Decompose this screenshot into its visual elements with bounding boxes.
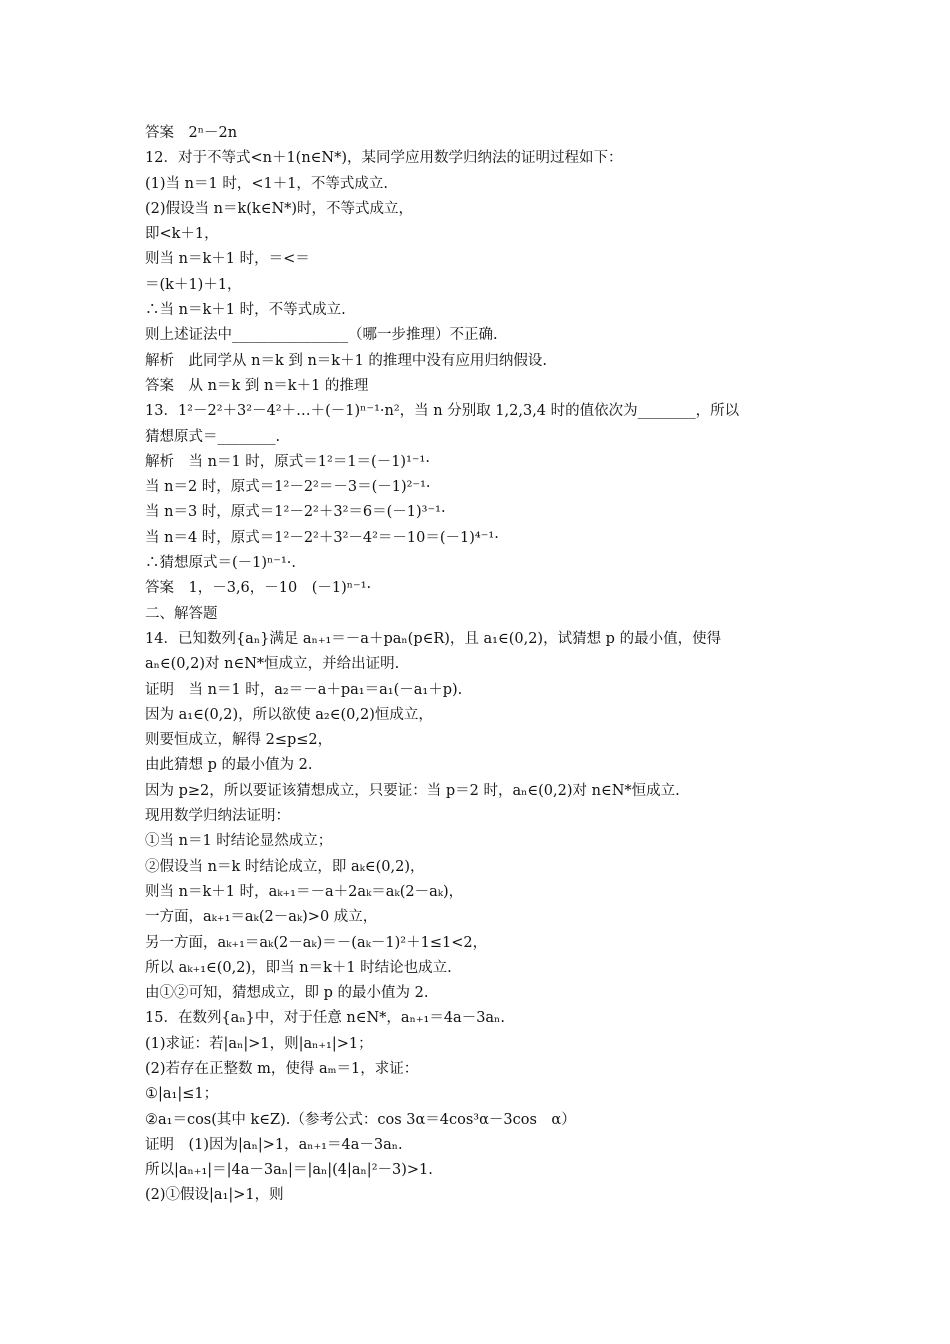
- text-line: ①|a₁|≤1；: [145, 1086, 219, 1103]
- text-line: 另一方面，aₖ₊₁＝aₖ(2－aₖ)＝－(aₖ－1)²＋1≤1<2，: [145, 934, 488, 951]
- text-line: 14．已知数列{aₙ}满足 aₙ₊₁＝－a＋paₙ(p∈R)，且 a₁∈(0,2)，试猜想 p 的最小值，使得: [145, 630, 722, 647]
- text-line: 答案 从 n＝k 到 n＝k＋1 的推理: [145, 377, 369, 394]
- text-line: ②a₁＝cos(其中 k∈Z).（参考公式：cos 3α＝4cos³α－3cos α）: [145, 1111, 576, 1128]
- text-line: 由此猜想 p 的最小值为 2.: [145, 757, 313, 774]
- text-line: ①当 n＝1 时结论显然成立；: [145, 833, 333, 850]
- text-line: aₙ∈(0,2)对 n∈N*恒成立，并给出证明.: [145, 656, 400, 673]
- text-line: (2)假设当 n＝k(k∈N*)时，不等式成立，: [145, 200, 414, 217]
- text-line: 证明 (1)因为|aₙ|>1，aₙ₊₁＝4a－3aₙ.: [145, 1136, 403, 1153]
- text-line: 答案 1，－3,6，－10 (－1)ⁿ⁻¹·: [145, 580, 372, 597]
- text-line: 答案 2ⁿ－2n: [145, 125, 238, 141]
- text-line: ∴当 n＝k＋1 时，不等式成立.: [145, 302, 346, 319]
- text-line: 二、解答题: [145, 605, 218, 622]
- text-line: 13．1²－2²＋3²－4²＋…＋(－1)ⁿ⁻¹·n²，当 n 分别取 1,2,3,4 时的值依次为________，所以: [145, 403, 740, 420]
- text-line: (1)求证：若|aₙ|>1，则|aₙ₊₁|>1；: [145, 1035, 373, 1052]
- text-line: ②假设当 n＝k 时结论成立，即 aₖ∈(0,2)，: [145, 858, 425, 875]
- text-line: 当 n＝3 时，原式＝1²－2²＋3²＝6＝(－1)³⁻¹·: [145, 504, 446, 521]
- text-line: 12．对于不等式<n＋1(n∈N*)，某同学应用数学归纳法的证明过程如下：: [145, 150, 623, 167]
- text-line: 因为 p≥2，所以要证该猜想成立，只要证：当 p＝2 时，aₙ∈(0,2)对 n∈N*恒成立.: [145, 782, 680, 799]
- text-line: ＝(k＋1)＋1，: [145, 276, 242, 293]
- text-line: 解析 当 n＝1 时，原式＝1²＝1＝(－1)¹⁻¹·: [145, 453, 430, 470]
- text-line: 一方面，aₖ₊₁＝aₖ(2－aₖ)>0 成立，: [145, 909, 378, 926]
- text-line: (1)当 n＝1 时，<1＋1，不等式成立.: [145, 175, 389, 192]
- text-line: 则当 n＝k＋1 时，aₖ₊₁＝－a＋2aₖ＝aₖ(2－aₖ)，: [145, 883, 464, 900]
- text-line: 15．在数列{aₙ}中，对于任意 n∈N*，aₙ₊₁＝4a－3aₙ.: [145, 1010, 505, 1027]
- document-body: [145, 121, 815, 1209]
- text-line: 因为 a₁∈(0,2)，所以欲使 a₂∈(0,2)恒成立，: [145, 706, 433, 723]
- text-line: 所以 aₖ₊₁∈(0,2)，即当 n＝k＋1 时结论也成立.: [145, 959, 452, 976]
- text-line: 当 n＝2 时，原式＝1²－2²＝－3＝(－1)²⁻¹·: [145, 479, 431, 496]
- text-line: 由①②可知，猜想成立，即 p 的最小值为 2.: [145, 985, 429, 1002]
- text-line: 所以|aₙ₊₁|＝|4a－3aₙ|＝|aₙ|(4|aₙ|²－3)>1.: [145, 1162, 433, 1179]
- text-line: 猜想原式＝________.: [145, 428, 281, 445]
- text-line: 现用数学归纳法证明：: [145, 808, 290, 825]
- text-line: (2)①假设|a₁|>1，则: [145, 1187, 284, 1204]
- text-line: 证明 当 n＝1 时，a₂＝－a＋pa₁＝a₁(－a₁＋p).: [145, 681, 463, 698]
- text-line: ∴猜想原式＝(－1)ⁿ⁻¹·.: [145, 555, 296, 572]
- text-line: 则当 n＝k＋1 时，＝<＝: [145, 251, 310, 268]
- text-line: 即<k＋1，: [145, 226, 219, 243]
- text-line: (2)若存在正整数 m，使得 aₘ＝1，求证：: [145, 1060, 419, 1077]
- text-line: 则要恒成立，解得 2≤p≤2，: [145, 732, 333, 749]
- text-line: 当 n＝4 时，原式＝1²－2²＋3²－4²＝－10＝(－1)⁴⁻¹·: [145, 529, 499, 546]
- text-line: 则上述证法中________________（哪一步推理）不正确.: [145, 327, 498, 344]
- text-line: 解析 此同学从 n＝k 到 n＝k＋1 的推理中没有应用归纳假设.: [145, 352, 548, 369]
